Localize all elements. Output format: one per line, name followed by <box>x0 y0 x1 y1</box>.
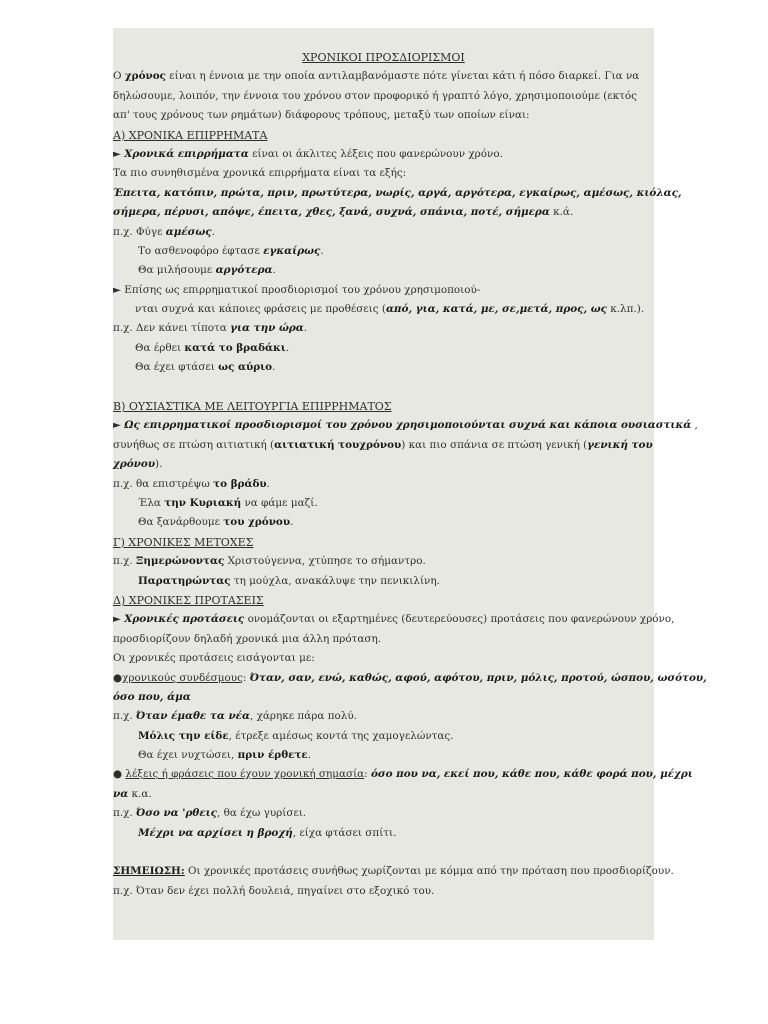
text-run: πριν έρθετε <box>237 749 308 762</box>
text-run: ● <box>113 768 126 781</box>
document-page <box>113 28 707 940</box>
text-line <box>113 203 654 222</box>
text-run: Θα μιλήσουμε <box>138 264 216 277</box>
text-line <box>113 630 654 649</box>
text-line <box>113 281 654 300</box>
text-line <box>113 746 654 765</box>
text-run: π.χ. <box>113 807 137 820</box>
text-run: Θα έχει φτάσει <box>135 361 219 374</box>
text-run: του χρόνου <box>223 516 291 529</box>
text-line <box>113 785 654 804</box>
text-run: κατά το βραδάκι <box>184 341 286 354</box>
text-run: . <box>303 322 308 335</box>
text-run: Το ασθενοφόρο έφτασε <box>138 244 264 257</box>
text-line <box>113 552 654 571</box>
section-c-heading: Γ) ΧΡΟΝΙΚΕΣ ΜΕΤΟΧΕΣ <box>113 535 254 549</box>
text-line <box>113 688 654 707</box>
text-run: τη μούχλα, ανακάλυψε την πενικιλίνη. <box>230 574 440 587</box>
text-line <box>113 494 654 513</box>
text-run: . <box>272 264 276 277</box>
text-run: . <box>211 225 215 238</box>
text-run: νται συχνά και κάποιες φράσεις με προθέσεις ( <box>135 303 386 316</box>
text-run: σήμερα, πέρυσι, απόψε, έπειτα, χθες, ξανά, συχνά, σπάνια, ποτέ, σήμερα <box>113 206 550 219</box>
text-run: . <box>272 361 276 374</box>
text-line <box>113 455 654 474</box>
text-run: ● <box>113 671 123 684</box>
text-run: δηλώσουμε, λοιπόν, την έννοια του χρόνου στον προφορικό ή γραπτό λόγο, χρησιμοποιούμε (εκτός <box>113 89 637 102</box>
text-run: Ξημερώνοντας <box>136 555 225 568</box>
text-line <box>113 610 675 629</box>
text-run: , έτρεξε αμέσως κοντά της χαμογελώντας. <box>228 729 454 742</box>
text-run: ► Επίσης ως επιρρηματικοί προσδιορισμοί του χρόνου χρησιμοποιού- <box>113 283 481 296</box>
text-run: ως αύριο <box>218 361 273 374</box>
text-run: Όσο να 'ρθεις <box>136 807 217 820</box>
text-run: είναι οι άκλιτες λέξεις που φανερώνουν χρόνο. <box>248 147 503 160</box>
text-line <box>113 436 654 455</box>
text-run: όσο που, άμα <box>113 690 191 703</box>
text-line <box>113 824 654 843</box>
text-run: . <box>285 341 290 354</box>
text-line <box>113 164 654 183</box>
text-line <box>113 339 654 358</box>
section-c-body <box>113 552 654 591</box>
text-run: ονομάζονται οι εξαρτημένες (δευτερεύουσες) προτάσεις που φανερώνουν χρόνο, <box>244 613 675 626</box>
text-run: π.χ. <box>113 710 137 723</box>
text-run: αμέσως <box>165 225 212 238</box>
section-d-body <box>113 610 707 843</box>
text-line <box>113 804 654 823</box>
text-run: Οι χρονικές προτάσεις εισάγονται με: <box>113 652 315 665</box>
text-line <box>113 727 654 746</box>
text-run: Έλα <box>138 496 165 509</box>
text-run: π.χ. θα επιστρέψω <box>113 477 214 490</box>
section-d-heading: Δ) ΧΡΟΝΙΚΕΣ ΠΡΟΤΑΣΕΙΣ <box>113 593 264 607</box>
text-line <box>113 223 654 242</box>
text-run: π.χ. Δεν κάνει τίποτα <box>113 322 231 335</box>
text-run: από, για, κατά, με, σε,μετά, προς, ως <box>385 303 607 316</box>
text-line <box>113 300 654 319</box>
text-line <box>113 358 654 377</box>
text-line <box>113 319 654 338</box>
text-run: Όταν, σαν, ενώ, καθώς, αφού, αφότου, πριν, μόλις, προτού, ώσπου, ωσότου, <box>249 671 707 684</box>
text-run: προσδιορίζουν δηλαδή χρονικά μια άλλη πρόταση. <box>113 632 382 645</box>
text-line <box>113 106 654 125</box>
text-line <box>113 707 654 726</box>
text-run: Θα έχει νυχτώσει, <box>138 749 238 762</box>
text-run: ► <box>113 613 125 626</box>
text-line <box>113 765 693 784</box>
text-run: : <box>364 768 371 781</box>
text-run: λέξεις ή φράσεις που έχουν χρονική σημασία <box>125 768 365 781</box>
text-run: . <box>307 749 312 762</box>
text-run: γενική του <box>587 438 653 451</box>
text-line <box>113 67 654 86</box>
text-run: Παρατηρώντας <box>138 574 231 587</box>
text-run: Τα πιο συνηθισμένα χρονικά επιρρήματα είναι τα εξής: <box>113 167 407 180</box>
text-run: Ως επιρρηματικοί προσδιορισμοί του χρόνου χρησιμοποιούνται συχνά και κάποια ουσιαστικά <box>124 419 692 432</box>
text-run: Μόλις την είδε <box>138 729 229 742</box>
text-run: όσο που να, εκεί που, κάθε που, κάθε φορά που, μέχρι <box>370 768 693 781</box>
text-run: . <box>266 477 270 490</box>
text-run: Χρονικά επιρρήματα <box>124 147 249 160</box>
text-run: κ.ά. <box>549 206 574 219</box>
section-a-heading: Α) ΧΡΟΝΙΚΑ ΕΠΙΡΡΗΜΑΤΑ <box>113 128 268 142</box>
text-run: Χρονικές προτάσεις <box>124 613 245 626</box>
text-run: , <box>691 419 698 432</box>
text-line <box>113 87 654 106</box>
text-run: π.χ. <box>113 555 137 568</box>
note-line <box>113 862 674 881</box>
text-run: αργότερα <box>215 264 273 277</box>
text-run: χρόνου <box>113 458 156 471</box>
text-line <box>113 649 654 668</box>
text-run: Έπειτα, κατόπιν, πρώτα, πριν, πρωτύτερα, νωρίς, αργά, αργότερα, εγκαίρως, αμέσως, κιόλας, <box>113 186 682 199</box>
text-line <box>113 475 654 494</box>
text-run: να <box>113 787 129 800</box>
text-run: χρονικούς συνδέσμους <box>122 671 243 684</box>
text-run: π.χ. Φύγε <box>113 225 166 238</box>
text-run: : <box>242 671 250 684</box>
text-run: κ.λπ.). <box>606 303 645 316</box>
text-line <box>113 242 654 261</box>
text-run: για την ώρα <box>230 322 304 335</box>
text-line <box>113 261 654 280</box>
text-run: ► <box>113 419 125 432</box>
text-run: την Κυριακή <box>164 496 242 509</box>
text-run: το βράδυ <box>213 477 267 490</box>
text-line <box>113 572 654 591</box>
text-run: , χάρηκε πάρα πολύ. <box>249 710 357 723</box>
text-run: . <box>290 516 294 529</box>
text-line <box>113 145 654 164</box>
text-run: Μέχρι να αρχίσει η βροχή <box>138 826 293 839</box>
section-b-heading: Β) ΟΥΣΙΑΣΤΙΚΑ ΜΕ ΛΕΙΤΟΥΡΓΙΑ ΕΠΙΡΡΗΜΑΤΟΣ <box>113 400 392 414</box>
text-run: χρόνος <box>124 70 166 83</box>
spacer <box>113 843 654 862</box>
text-line <box>113 669 707 688</box>
note-label: ΣΗΜΕΙΩΣΗ: <box>113 865 185 878</box>
note-text: Οι χρονικές προτάσεις συνήθως χωρίζονται με κόμμα από την πρόταση που προσδιορίζουν. <box>184 865 674 878</box>
text-run: εγκαίρως <box>263 244 321 257</box>
text-run: Θα έρθει <box>135 341 185 354</box>
text-run: , θα έχω γυρίσει. <box>217 807 307 820</box>
section-b-body <box>113 416 698 532</box>
document-title: ΧΡΟΝΙΚΟΙ ΠΡΟΣΔΙΟΡΙΣΜΟΙ <box>302 51 465 64</box>
text-run: . <box>320 244 324 257</box>
section-a-body <box>113 145 682 378</box>
text-run: αιτιατική τουχρόνου <box>274 438 402 451</box>
text-run: Όταν έμαθε τα νέα <box>136 710 250 723</box>
text-run: Χριστούγεννα, χτύπησε το σήμαντρο. <box>224 555 426 568</box>
note-example: π.χ. Όταν δεν έχει πολλή δουλειά, πηγαίνει στο εξοχικό του. <box>113 884 435 897</box>
text-line <box>113 416 698 435</box>
text-run: συνήθως σε πτώση αιτιατική ( <box>113 438 275 451</box>
text-run: ► <box>113 147 125 160</box>
text-run: ). <box>155 458 163 471</box>
text-line <box>113 184 682 203</box>
text-run: είναι η έννοια με την οποία αντιλαμβανόμαστε πότε γίνεται κάτι ή πόσο διαρκεί. Για να <box>165 70 640 83</box>
text-run: απ' τους χρόνους των ρημάτων) διάφορους τρόπους, μεταξύ των οποίων είναι: <box>113 109 530 122</box>
text-run: , είχα φτάσει σπίτι. <box>292 826 397 839</box>
text-run: ) και πιο σπάνια σε πτώση γενική ( <box>401 438 588 451</box>
text-run: κ.α. <box>128 787 152 800</box>
text-run: να φάμε μαζί. <box>241 496 318 509</box>
spacer <box>113 378 654 397</box>
text-run: Ο <box>113 70 125 83</box>
text-line <box>113 513 654 532</box>
text-run: Θα ξανάρθουμε <box>138 516 224 529</box>
intro-paragraph <box>113 67 654 125</box>
